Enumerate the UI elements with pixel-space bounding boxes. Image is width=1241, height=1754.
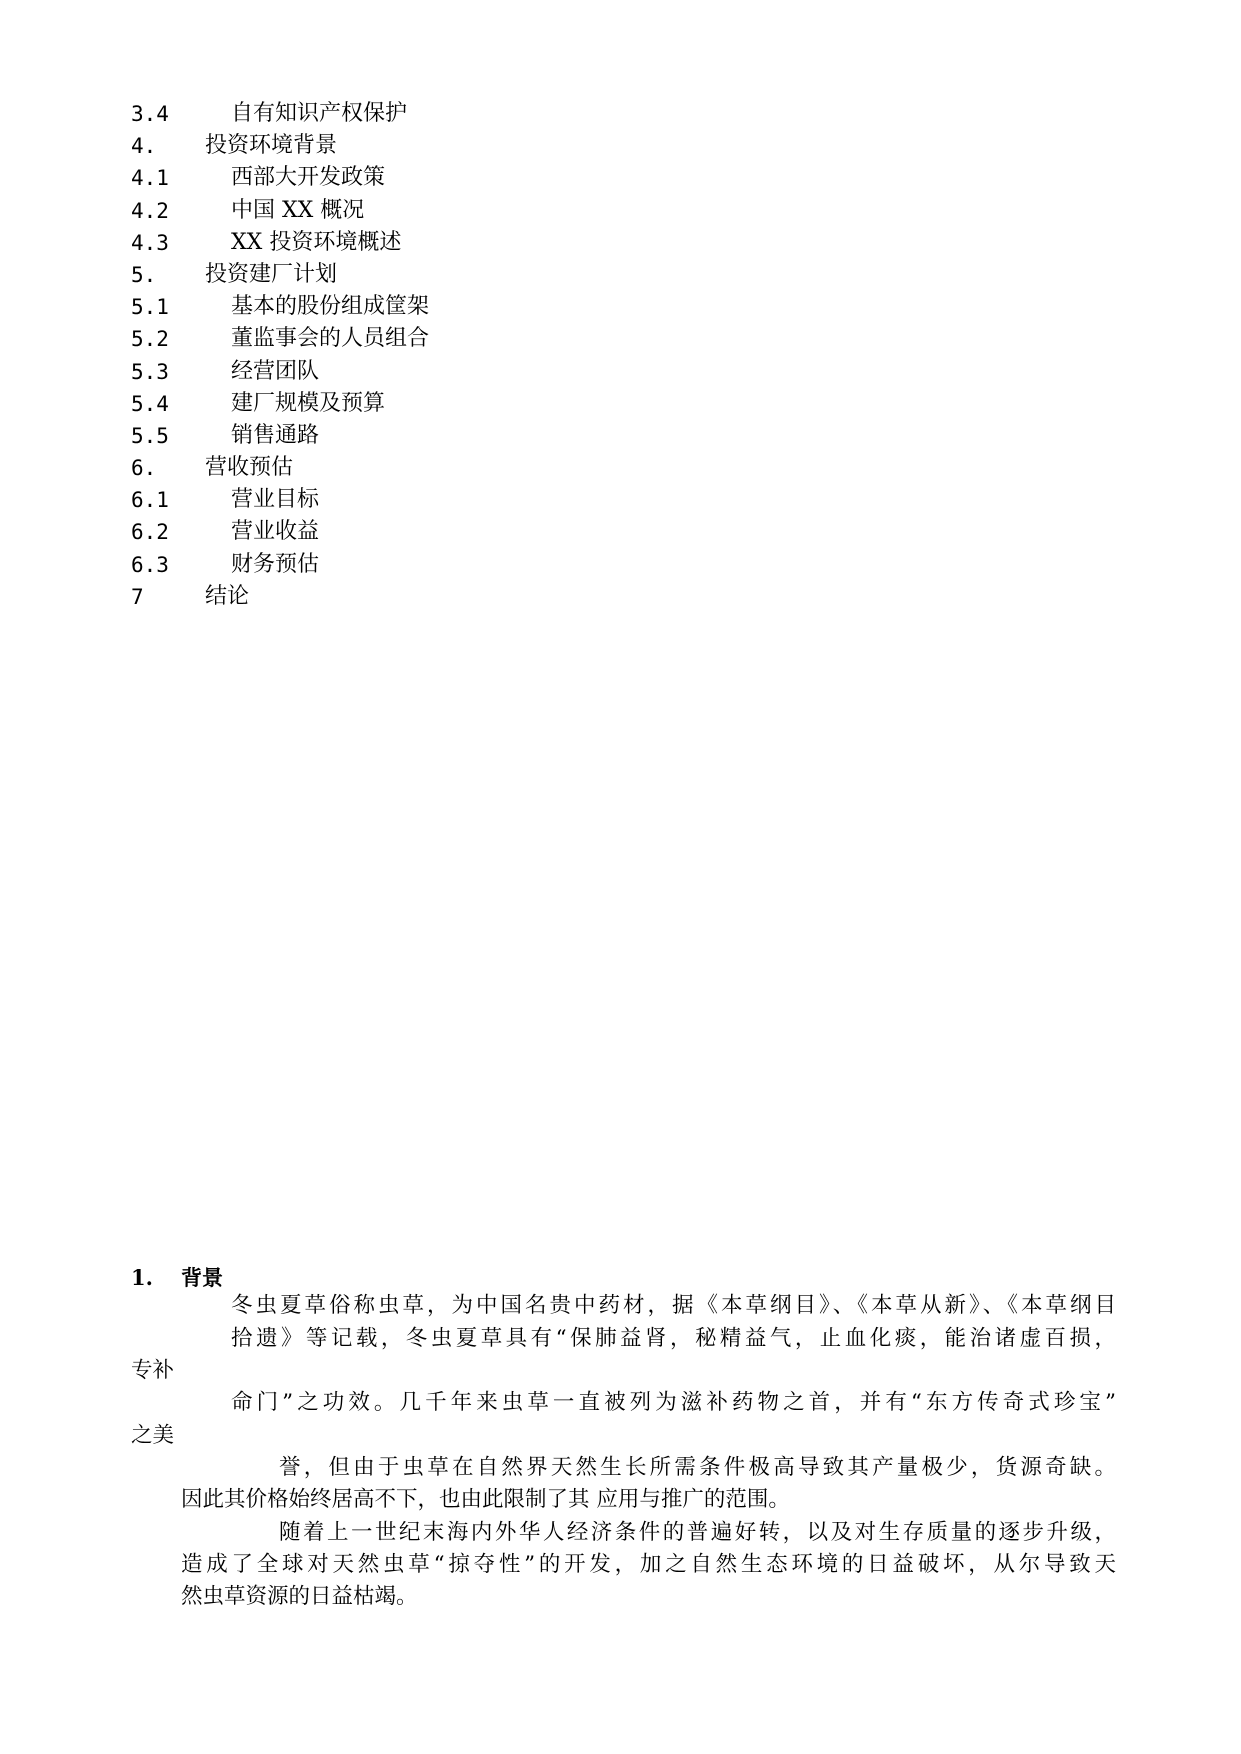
paragraph-line: 因此其价格始终居高不下，也由此限制了其 应用与推广的范围。 bbox=[181, 1487, 790, 1512]
paragraph-line: 拾遗》等记载，冬虫夏草具有“保肺益肾，秘精益气，止血化痰，能治诸虚百损， bbox=[231, 1326, 1116, 1351]
toc-entry-number: 4.3 bbox=[131, 230, 169, 255]
paragraph-line: 然虫草资源的日益枯竭。 bbox=[181, 1584, 418, 1609]
toc-entry-title: 中国 XX 概况 bbox=[231, 197, 365, 223]
toc-entry-number: 4. bbox=[131, 134, 157, 159]
toc-entry-title: 销售通路 bbox=[231, 422, 320, 448]
paragraph-line: 誉，但由于虫草在自然界天然生长所需条件极高导致其产量极少，货源奇缺。 bbox=[279, 1455, 1116, 1480]
paragraph-line: 随着上一世纪末海内外华人经济条件的普遍好转，以及对生存质量的逐步升级， bbox=[279, 1520, 1116, 1545]
section-number: 1. bbox=[131, 1265, 153, 1290]
toc-entry-title: 建厂规模及预算 bbox=[231, 390, 386, 416]
paragraph-line: 造成了全球对天然虫草“掠夺性”的开发，加之自然生态环境的日益破坏，从尔导致天 bbox=[181, 1552, 1116, 1577]
paragraph-line: 冬虫夏草俗称虫草，为中国名贵中药材，据《本草纲目》、《本草从新》、《本草纲目 bbox=[231, 1293, 1116, 1318]
toc-entry-number: 6.1 bbox=[131, 488, 169, 513]
toc-entry-title: 基本的股份组成筐架 bbox=[231, 294, 430, 320]
toc-entry-title: 营收预估 bbox=[205, 455, 294, 481]
toc-entry-number: 5.5 bbox=[131, 423, 169, 448]
toc-entry-number: 5.2 bbox=[131, 327, 169, 352]
toc-entry-number: 6.2 bbox=[131, 520, 169, 545]
toc-entry-title: 自有知识产权保护 bbox=[231, 101, 408, 126]
toc-entry-title: 营业目标 bbox=[231, 487, 320, 513]
toc-entry-number: 6. bbox=[131, 456, 157, 481]
toc-entry-title: 结论 bbox=[205, 583, 250, 609]
paragraph-line: 专补 bbox=[131, 1358, 175, 1383]
toc-entry-number: 4.2 bbox=[131, 198, 169, 223]
toc-entry-number: 5. bbox=[131, 262, 157, 287]
toc-entry-title: 投资建厂计划 bbox=[205, 261, 338, 287]
toc-entry-title: 董监事会的人员组合 bbox=[231, 326, 430, 352]
toc-entry-title: 经营团队 bbox=[231, 358, 320, 384]
section-title: 背景 bbox=[181, 1265, 223, 1290]
toc-entry-number: 3.4 bbox=[131, 102, 169, 126]
toc-entry-number: 6.3 bbox=[131, 552, 169, 577]
toc-entry-number: 4.1 bbox=[131, 166, 169, 191]
toc-entry-title: 投资环境背景 bbox=[205, 133, 338, 159]
toc-entry-title: 西部大开发政策 bbox=[231, 165, 386, 191]
paragraph-line: 命门”之功效。几千年来虫草一直被列为滋补药物之首，并有“东方传奇式珍宝” bbox=[231, 1390, 1116, 1415]
toc-entry-title: XX 投资环境概述 bbox=[231, 229, 402, 255]
toc-entry-number: 5.1 bbox=[131, 295, 169, 320]
toc-entry-number: 5.4 bbox=[131, 391, 169, 416]
paragraph-line: 之美 bbox=[131, 1423, 175, 1448]
toc-entry-title: 财务预估 bbox=[231, 551, 320, 577]
toc-entry-title: 营业收益 bbox=[231, 519, 320, 545]
toc-entry-number: 5.3 bbox=[131, 359, 169, 384]
toc-entry-number: 7 bbox=[131, 584, 144, 609]
